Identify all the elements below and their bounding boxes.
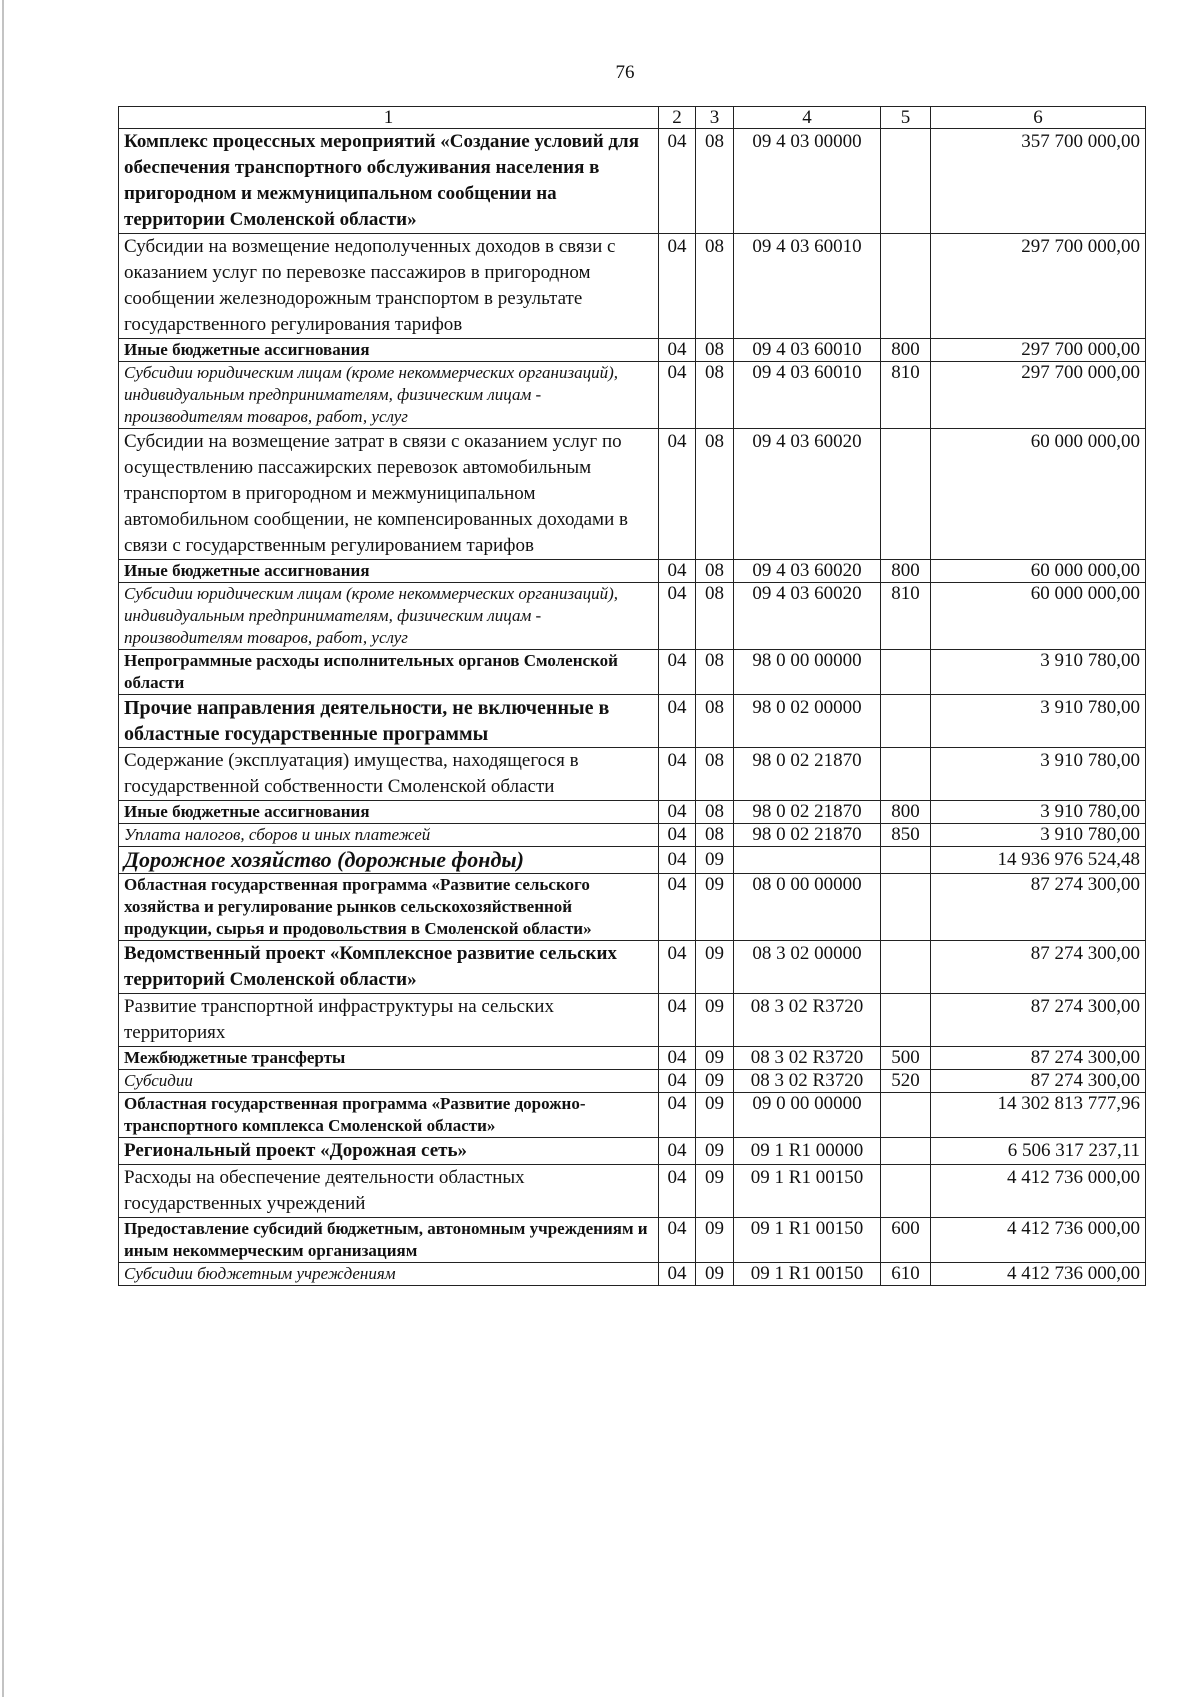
table-row (119, 362, 1146, 429)
cell-section-code: 04 (659, 695, 696, 748)
cell-section-code: 04 (659, 1070, 696, 1093)
budget-table (118, 106, 1146, 1286)
cell-target-article: 08 3 02 R3720 (734, 1070, 881, 1093)
cell-subsection-code: 09 (696, 1093, 734, 1138)
cell-name: Уплата налогов, сборов и иных платежей (119, 824, 659, 847)
cell-section-code: 04 (659, 1047, 696, 1070)
cell-amount: 3 910 780,00 (931, 695, 1146, 748)
cell-target-article: 09 1 R1 00000 (734, 1138, 881, 1165)
cell-section-code: 04 (659, 1218, 696, 1263)
cell-target-article: 09 0 00 00000 (734, 1093, 881, 1138)
cell-section-code: 04 (659, 362, 696, 429)
cell-subsection-code: 09 (696, 847, 734, 874)
cell-amount: 4 412 736 000,00 (931, 1263, 1146, 1286)
cell-name: Развитие транспортной инфраструктуры на сельских территориях (119, 994, 659, 1047)
cell-target-article: 98 0 02 21870 (734, 824, 881, 847)
cell-subsection-code: 08 (696, 560, 734, 583)
cell-subsection-code: 09 (696, 1263, 734, 1286)
cell-name: Областная государственная программа «Развитие дорожно-транспортного комплекса Смоленской области» (119, 1093, 659, 1138)
table-row (119, 1165, 1146, 1218)
table-row (119, 429, 1146, 560)
table-row (119, 695, 1146, 748)
cell-target-article: 98 0 02 00000 (734, 695, 881, 748)
cell-section-code: 04 (659, 129, 696, 234)
cell-section-code: 04 (659, 1165, 696, 1218)
cell-target-article: 08 3 02 R3720 (734, 1047, 881, 1070)
cell-target-article: 98 0 02 21870 (734, 801, 881, 824)
cell-section-code: 04 (659, 748, 696, 801)
header-col-1: 1 (119, 107, 659, 129)
cell-name: Субсидии на возмещение недополученных доходов в связи с оказанием услуг по перевозке пассажиров в пригородном сообщении железнодорожным транспортом в результате государственного регулирования тарифов (119, 234, 659, 339)
cell-subsection-code: 08 (696, 801, 734, 824)
cell-subsection-code: 08 (696, 824, 734, 847)
cell-amount: 3 910 780,00 (931, 824, 1146, 847)
cell-section-code: 04 (659, 801, 696, 824)
table-row (119, 1263, 1146, 1286)
header-col-3: 3 (696, 107, 734, 129)
cell-expense-type: 800 (881, 801, 931, 824)
cell-subsection-code: 09 (696, 1070, 734, 1093)
cell-expense-type (881, 1165, 931, 1218)
cell-target-article: 08 3 02 00000 (734, 941, 881, 994)
header-col-6: 6 (931, 107, 1146, 129)
cell-amount: 87 274 300,00 (931, 994, 1146, 1047)
cell-subsection-code: 09 (696, 874, 734, 941)
cell-expense-type (881, 748, 931, 801)
cell-expense-type: 520 (881, 1070, 931, 1093)
cell-target-article: 09 4 03 60010 (734, 234, 881, 339)
table-row (119, 847, 1146, 874)
cell-name: Иные бюджетные ассигнования (119, 339, 659, 362)
cell-target-article: 09 4 03 00000 (734, 129, 881, 234)
cell-amount: 357 700 000,00 (931, 129, 1146, 234)
table-row (119, 994, 1146, 1047)
cell-expense-type: 610 (881, 1263, 931, 1286)
table-row (119, 234, 1146, 339)
cell-target-article: 09 4 03 60010 (734, 339, 881, 362)
cell-amount: 14 936 976 524,48 (931, 847, 1146, 874)
cell-name: Предоставление субсидий бюджетным, автономным учреждениям и иным некоммерческим организациям (119, 1218, 659, 1263)
cell-amount: 87 274 300,00 (931, 941, 1146, 994)
cell-section-code: 04 (659, 560, 696, 583)
cell-expense-type (881, 234, 931, 339)
cell-expense-type: 850 (881, 824, 931, 847)
cell-expense-type (881, 1138, 931, 1165)
cell-amount: 3 910 780,00 (931, 650, 1146, 695)
cell-target-article: 98 0 00 00000 (734, 650, 881, 695)
cell-subsection-code: 09 (696, 1047, 734, 1070)
cell-expense-type: 600 (881, 1218, 931, 1263)
cell-name: Субсидии юридическим лицам (кроме некоммерческих организаций), индивидуальным предпринимателям, физическим лицам - производителям товаров, работ, услуг (119, 583, 659, 650)
cell-amount: 87 274 300,00 (931, 1047, 1146, 1070)
table-row (119, 339, 1146, 362)
cell-subsection-code: 09 (696, 1165, 734, 1218)
cell-name: Субсидии на возмещение затрат в связи с оказанием услуг по осуществлению пассажирских перевозок автомобильным транспортом в пригородном и межмуниципальном автомобильном сообщении, не компенсированных доходами в связи с государственным регулированием тарифов (119, 429, 659, 560)
cell-amount: 3 910 780,00 (931, 748, 1146, 801)
cell-target-article: 09 1 R1 00150 (734, 1165, 881, 1218)
cell-name: Региональный проект «Дорожная сеть» (119, 1138, 659, 1165)
cell-name: Расходы на обеспечение деятельности областных государственных учреждений (119, 1165, 659, 1218)
cell-amount: 297 700 000,00 (931, 234, 1146, 339)
cell-amount: 297 700 000,00 (931, 362, 1146, 429)
cell-target-article: 09 4 03 60020 (734, 429, 881, 560)
cell-amount: 4 412 736 000,00 (931, 1165, 1146, 1218)
cell-section-code: 04 (659, 994, 696, 1047)
cell-expense-type: 800 (881, 339, 931, 362)
cell-amount: 4 412 736 000,00 (931, 1218, 1146, 1263)
table-row (119, 748, 1146, 801)
cell-section-code: 04 (659, 234, 696, 339)
cell-expense-type: 810 (881, 362, 931, 429)
cell-expense-type (881, 874, 931, 941)
cell-target-article: 09 4 03 60010 (734, 362, 881, 429)
cell-section-code: 04 (659, 1138, 696, 1165)
cell-subsection-code: 09 (696, 1138, 734, 1165)
cell-subsection-code: 08 (696, 234, 734, 339)
cell-expense-type (881, 695, 931, 748)
cell-section-code: 04 (659, 429, 696, 560)
table-row (119, 583, 1146, 650)
table-row (119, 650, 1146, 695)
cell-amount: 3 910 780,00 (931, 801, 1146, 824)
cell-amount: 87 274 300,00 (931, 1070, 1146, 1093)
header-col-5: 5 (881, 107, 931, 129)
cell-subsection-code: 08 (696, 129, 734, 234)
cell-expense-type (881, 847, 931, 874)
cell-target-article (734, 847, 881, 874)
cell-expense-type: 800 (881, 560, 931, 583)
cell-amount: 60 000 000,00 (931, 429, 1146, 560)
cell-subsection-code: 08 (696, 339, 734, 362)
cell-name: Межбюджетные трансферты (119, 1047, 659, 1070)
table-row (119, 1070, 1146, 1093)
cell-expense-type: 500 (881, 1047, 931, 1070)
cell-subsection-code: 08 (696, 583, 734, 650)
cell-subsection-code: 08 (696, 695, 734, 748)
cell-section-code: 04 (659, 941, 696, 994)
cell-subsection-code: 08 (696, 429, 734, 560)
cell-name: Прочие направления деятельности, не включенные в областные государственные программы (119, 695, 659, 748)
cell-subsection-code: 08 (696, 362, 734, 429)
header-col-2: 2 (659, 107, 696, 129)
cell-expense-type (881, 941, 931, 994)
cell-expense-type (881, 1093, 931, 1138)
cell-name: Комплекс процессных мероприятий «Создание условий для обеспечения транспортного обслуживания населения в пригородном и межмуниципальном сообщении на территории Смоленской области» (119, 129, 659, 234)
cell-subsection-code: 09 (696, 941, 734, 994)
table-body (119, 129, 1146, 1286)
cell-amount: 14 302 813 777,96 (931, 1093, 1146, 1138)
cell-target-article: 08 0 00 00000 (734, 874, 881, 941)
cell-name: Ведомственный проект «Комплексное развитие сельских территорий Смоленской области» (119, 941, 659, 994)
cell-section-code: 04 (659, 874, 696, 941)
cell-name: Субсидии бюджетным учреждениям (119, 1263, 659, 1286)
header-row (119, 107, 1146, 129)
cell-expense-type (881, 650, 931, 695)
cell-amount: 297 700 000,00 (931, 339, 1146, 362)
table-row (119, 1138, 1146, 1165)
cell-target-article: 09 4 03 60020 (734, 560, 881, 583)
table-row (119, 1093, 1146, 1138)
header-col-4: 4 (734, 107, 881, 129)
cell-subsection-code: 08 (696, 650, 734, 695)
cell-section-code: 04 (659, 847, 696, 874)
cell-name: Областная государственная программа «Развитие сельского хозяйства и регулирование рынков сельскохозяйственной продукции, сырья и продовольствия в Смоленской области» (119, 874, 659, 941)
cell-name: Непрограммные расходы исполнительных органов Смоленской области (119, 650, 659, 695)
cell-section-code: 04 (659, 824, 696, 847)
cell-name: Субсидии (119, 1070, 659, 1093)
table-row (119, 824, 1146, 847)
cell-target-article: 09 4 03 60020 (734, 583, 881, 650)
cell-expense-type (881, 994, 931, 1047)
cell-name: Иные бюджетные ассигнования (119, 801, 659, 824)
table-row (119, 874, 1146, 941)
cell-subsection-code: 08 (696, 748, 734, 801)
cell-target-article: 09 1 R1 00150 (734, 1218, 881, 1263)
table-row (119, 129, 1146, 234)
cell-expense-type (881, 429, 931, 560)
cell-section-code: 04 (659, 339, 696, 362)
table-row (119, 941, 1146, 994)
cell-section-code: 04 (659, 1093, 696, 1138)
cell-name: Дорожное хозяйство (дорожные фонды) (119, 847, 659, 874)
table-row (119, 560, 1146, 583)
scan-edge (2, 0, 4, 1697)
cell-section-code: 04 (659, 1263, 696, 1286)
cell-target-article: 09 1 R1 00150 (734, 1263, 881, 1286)
cell-amount: 6 506 317 237,11 (931, 1138, 1146, 1165)
cell-subsection-code: 09 (696, 994, 734, 1047)
cell-section-code: 04 (659, 650, 696, 695)
cell-name: Содержание (эксплуатация) имущества, находящегося в государственной собственности Смоленской области (119, 748, 659, 801)
cell-target-article: 98 0 02 21870 (734, 748, 881, 801)
cell-expense-type (881, 129, 931, 234)
cell-amount: 60 000 000,00 (931, 583, 1146, 650)
cell-amount: 87 274 300,00 (931, 874, 1146, 941)
table-row (119, 801, 1146, 824)
page-number: 76 (615, 62, 635, 83)
cell-amount: 60 000 000,00 (931, 560, 1146, 583)
table-row (119, 1047, 1146, 1070)
cell-subsection-code: 09 (696, 1218, 734, 1263)
cell-expense-type: 810 (881, 583, 931, 650)
table-header (119, 107, 1146, 129)
table-row (119, 1218, 1146, 1263)
cell-target-article: 08 3 02 R3720 (734, 994, 881, 1047)
cell-name: Субсидии юридическим лицам (кроме некоммерческих организаций), индивидуальным предпринимателям, физическим лицам - производителям товаров, работ, услуг (119, 362, 659, 429)
cell-section-code: 04 (659, 583, 696, 650)
cell-name: Иные бюджетные ассигнования (119, 560, 659, 583)
